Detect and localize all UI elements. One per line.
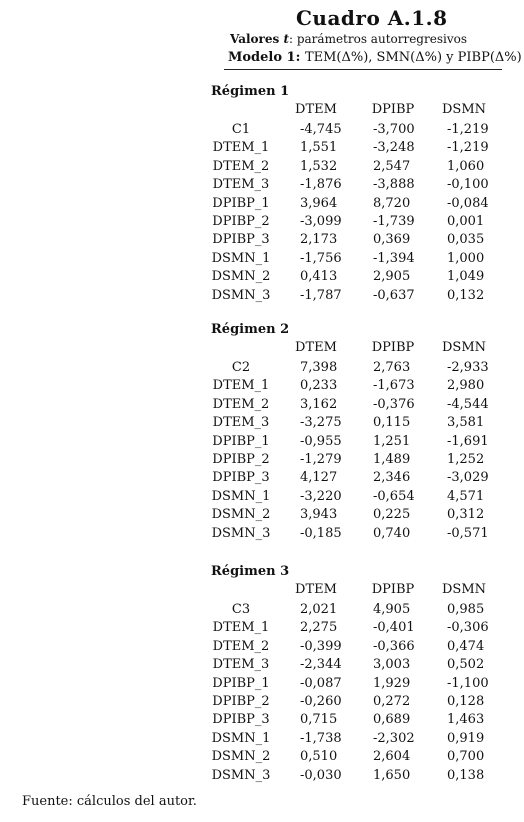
table-cell: 0,115 bbox=[373, 415, 411, 431]
table-cell: 0,502 bbox=[447, 657, 485, 673]
column-header: DTEM bbox=[295, 102, 337, 117]
row-label: DSMN_2 bbox=[211, 507, 271, 523]
table-cell: -2,302 bbox=[373, 730, 415, 746]
column-header: DPIBP bbox=[371, 340, 415, 355]
subtitle-suffix: : parámetros autorregresivos bbox=[288, 32, 467, 46]
table-row bbox=[0, 360, 524, 378]
row-label: DSMN_3 bbox=[211, 287, 271, 303]
table-cell: -3,220 bbox=[300, 488, 342, 504]
table-cell: 7,398 bbox=[300, 360, 338, 375]
table-cell: 1,489 bbox=[373, 452, 411, 467]
table-cell: -1,219 bbox=[447, 140, 489, 156]
table-cell: -4,544 bbox=[447, 396, 489, 412]
table-row bbox=[0, 676, 524, 694]
row-label: DTEM_2 bbox=[212, 396, 270, 412]
model-text: TEM(Δ%), SMN(Δ%) y PIBP(Δ%) bbox=[304, 50, 522, 65]
table-cell: 1,650 bbox=[373, 767, 411, 783]
column-header: DPIBP bbox=[371, 102, 415, 117]
table-row bbox=[0, 232, 524, 250]
row-label: DTEM_3 bbox=[212, 415, 270, 431]
table-cell: -3,029 bbox=[447, 470, 489, 486]
table-cell: 3,003 bbox=[373, 657, 411, 673]
table-row bbox=[0, 177, 524, 195]
model-prefix: Modelo 1: bbox=[228, 50, 305, 65]
row-label: DPIBP_1 bbox=[212, 195, 270, 211]
table-cell: 3,581 bbox=[447, 415, 485, 431]
row-label: DSMN_1 bbox=[211, 250, 271, 266]
table-row bbox=[0, 768, 524, 786]
column-header: DTEM bbox=[295, 340, 337, 355]
row-label: DTEM_3 bbox=[212, 657, 270, 673]
table-row bbox=[0, 731, 524, 749]
table-row bbox=[0, 251, 524, 269]
table-cell: -0,399 bbox=[300, 638, 342, 654]
table-cell: 1,551 bbox=[300, 140, 338, 156]
table-cell: 3,943 bbox=[300, 507, 338, 523]
row-label: DSMN_2 bbox=[211, 749, 271, 765]
table-cell: -0,376 bbox=[373, 396, 415, 412]
table-cell: 0,272 bbox=[373, 694, 411, 709]
table-cell: -0,260 bbox=[300, 694, 342, 709]
table-cell: 0,225 bbox=[373, 507, 411, 523]
table-cell: -3,700 bbox=[373, 122, 415, 137]
table-cell: 0,035 bbox=[447, 232, 485, 248]
table-cell: -3,275 bbox=[300, 415, 342, 431]
row-label: DTEM_2 bbox=[212, 158, 270, 174]
table-row bbox=[0, 526, 524, 544]
table-cell: 0,369 bbox=[373, 232, 411, 248]
column-header: DSMN bbox=[441, 102, 486, 117]
row-label: DTEM_3 bbox=[212, 177, 270, 193]
table-cell: -4,745 bbox=[300, 122, 342, 137]
table-cell: 0,132 bbox=[447, 287, 485, 303]
table-cell: -1,787 bbox=[300, 287, 342, 303]
subtitle bbox=[230, 32, 467, 46]
table-cell: 2,275 bbox=[300, 620, 338, 636]
row-label: DSMN_1 bbox=[211, 730, 271, 746]
table-row bbox=[0, 452, 524, 470]
table-cell: 1,251 bbox=[373, 433, 411, 449]
row-label: C2 bbox=[231, 360, 251, 375]
table-cell: -0,955 bbox=[300, 433, 342, 449]
table-row bbox=[0, 694, 524, 712]
table-cell: -1,756 bbox=[300, 250, 342, 266]
table-cell: 1,532 bbox=[300, 158, 338, 174]
table-cell: 0,700 bbox=[447, 749, 485, 765]
table-cell: 0,001 bbox=[447, 214, 485, 229]
table-row bbox=[0, 657, 524, 675]
table-row bbox=[0, 378, 524, 396]
table-cell: -0,087 bbox=[300, 675, 342, 691]
table-cell: 0,474 bbox=[447, 638, 485, 654]
subtitle-prefix: Valores bbox=[230, 32, 284, 46]
table-cell: 4,127 bbox=[300, 470, 338, 486]
regime-title: Régimen 2 bbox=[211, 322, 290, 337]
table-cell: 3,162 bbox=[300, 396, 338, 412]
table-cell: 2,604 bbox=[373, 749, 411, 765]
row-label: DPIBP_2 bbox=[212, 452, 270, 467]
table-row bbox=[0, 288, 524, 306]
table-row bbox=[0, 269, 524, 287]
table-cell: 0,128 bbox=[447, 694, 485, 709]
table-cell: 4,905 bbox=[373, 602, 411, 617]
column-header: DSMN bbox=[441, 340, 486, 355]
table-row bbox=[0, 712, 524, 730]
table-cell: -0,185 bbox=[300, 525, 342, 541]
table-row bbox=[0, 122, 524, 140]
column-header: DSMN bbox=[441, 582, 486, 597]
row-label: DPIBP_3 bbox=[212, 232, 270, 248]
table-row bbox=[0, 489, 524, 507]
row-label: DPIBP_1 bbox=[212, 433, 270, 449]
table-cell: -1,219 bbox=[447, 122, 489, 137]
table-cell: 2,763 bbox=[373, 360, 411, 375]
table-cell: -0,654 bbox=[373, 488, 415, 504]
table-row bbox=[0, 639, 524, 657]
table-cell: -1,673 bbox=[373, 378, 415, 394]
page-title: Cuadro A.1.8 bbox=[296, 6, 448, 30]
table-cell: -3,099 bbox=[300, 214, 342, 229]
row-label: DSMN_3 bbox=[211, 525, 271, 541]
table-cell: 2,346 bbox=[373, 470, 411, 486]
table-cell: 0,312 bbox=[447, 507, 485, 523]
row-label: DPIBP_3 bbox=[212, 470, 270, 486]
table-cell: 1,060 bbox=[447, 158, 485, 174]
row-label: C3 bbox=[231, 602, 251, 617]
table-cell: 8,720 bbox=[373, 195, 411, 211]
regime-title: Régimen 3 bbox=[211, 564, 290, 579]
table-cell: 1,049 bbox=[447, 269, 485, 285]
table-cell: 0,233 bbox=[300, 378, 338, 394]
table-cell: 0,740 bbox=[373, 525, 411, 541]
table-row bbox=[0, 415, 524, 433]
table-cell: -2,344 bbox=[300, 657, 342, 673]
table-cell: -0,401 bbox=[373, 620, 415, 636]
table-cell: 2,021 bbox=[300, 602, 338, 617]
table-row bbox=[0, 749, 524, 767]
table-cell: -1,739 bbox=[373, 214, 415, 229]
table-cell: -3,888 bbox=[373, 177, 415, 193]
table-cell: 1,463 bbox=[447, 712, 485, 728]
table-cell: -0,100 bbox=[447, 177, 489, 193]
table-row bbox=[0, 434, 524, 452]
table-cell: -0,637 bbox=[373, 287, 415, 303]
table-cell: 1,929 bbox=[373, 675, 411, 691]
column-header: DTEM bbox=[295, 582, 337, 597]
table-cell: -1,100 bbox=[447, 675, 489, 691]
table-cell: 1,252 bbox=[447, 452, 485, 467]
row-label: DSMN_1 bbox=[211, 488, 271, 504]
table-row bbox=[0, 397, 524, 415]
table-cell: 2,980 bbox=[447, 378, 485, 394]
header-divider bbox=[224, 69, 502, 70]
table-cell: 3,964 bbox=[300, 195, 338, 211]
row-label: DTEM_1 bbox=[212, 378, 270, 394]
table-cell: -1,876 bbox=[300, 177, 342, 193]
row-label: DTEM_1 bbox=[212, 140, 270, 156]
table-cell: -0,571 bbox=[447, 525, 489, 541]
table-cell: 2,905 bbox=[373, 269, 411, 285]
table-row bbox=[0, 196, 524, 214]
table-cell: 2,547 bbox=[373, 158, 411, 174]
table-row bbox=[0, 214, 524, 232]
table-cell: -0,084 bbox=[447, 195, 489, 211]
table-cell: -1,394 bbox=[373, 250, 415, 266]
table-cell: -3,248 bbox=[373, 140, 415, 156]
table-cell: 0,985 bbox=[447, 602, 485, 617]
table-cell: -0,030 bbox=[300, 767, 342, 783]
table-row bbox=[0, 602, 524, 620]
row-label: DSMN_2 bbox=[211, 269, 271, 285]
table-row bbox=[0, 620, 524, 638]
table-cell: 1,000 bbox=[447, 250, 485, 266]
row-label: DPIBP_2 bbox=[212, 214, 270, 229]
row-label: DPIBP_3 bbox=[212, 712, 270, 728]
row-label: DTEM_2 bbox=[212, 638, 270, 654]
table-row bbox=[0, 507, 524, 525]
table-row bbox=[0, 470, 524, 488]
subtitle-italic: t bbox=[283, 32, 289, 46]
table-cell: -1,738 bbox=[300, 730, 342, 746]
row-label: DPIBP_2 bbox=[212, 694, 270, 709]
table-cell: 0,510 bbox=[300, 749, 338, 765]
row-label: DSMN_3 bbox=[211, 767, 271, 783]
row-label: DTEM_1 bbox=[212, 620, 270, 636]
row-label: DPIBP_1 bbox=[212, 675, 270, 691]
table-cell: -0,306 bbox=[447, 620, 489, 636]
row-label: C1 bbox=[231, 122, 251, 137]
column-header: DPIBP bbox=[371, 582, 415, 597]
regime-title: Régimen 1 bbox=[211, 84, 290, 99]
table-cell: -1,691 bbox=[447, 433, 489, 449]
table-cell: 0,919 bbox=[447, 730, 485, 746]
table-cell: -2,933 bbox=[447, 360, 489, 375]
table-cell: 0,689 bbox=[373, 712, 411, 728]
table-row bbox=[0, 140, 524, 158]
table-cell: -0,366 bbox=[373, 638, 415, 654]
table-cell: 0,413 bbox=[300, 269, 338, 285]
model-line bbox=[228, 50, 522, 65]
source-note: Fuente: cálculos del autor. bbox=[22, 794, 197, 809]
table-cell: -1,279 bbox=[300, 452, 342, 467]
table-cell: 4,571 bbox=[447, 488, 485, 504]
table-cell: 0,715 bbox=[300, 712, 338, 728]
table-cell: 0,138 bbox=[447, 767, 485, 783]
table-cell: 2,173 bbox=[300, 232, 338, 248]
table-row bbox=[0, 159, 524, 177]
